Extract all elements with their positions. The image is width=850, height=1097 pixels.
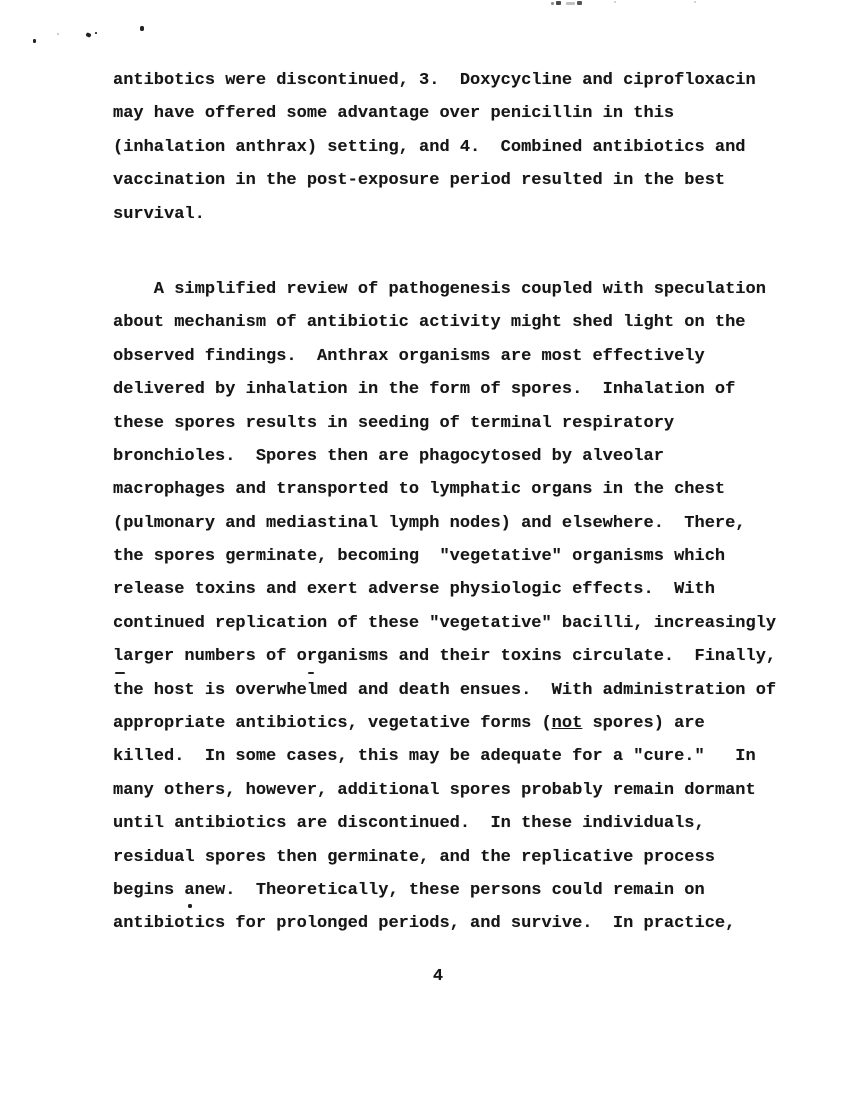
- page-number: 4: [432, 966, 444, 986]
- text-line: the host is overwhelmed and death ensues. With administration of: [113, 680, 777, 700]
- scan-speckle: [95, 32, 97, 34]
- text-line: release toxins and exert adverse physiologic effects. With: [113, 580, 715, 600]
- text-line: observed findings. Anthrax organisms are most effectively: [113, 346, 705, 366]
- text-line: delivered by inhalation in the form of spores. Inhalation of: [113, 380, 736, 400]
- document-body: [113, 64, 793, 941]
- text-line: survival.: [113, 204, 205, 224]
- scan-speckle: [577, 1, 582, 5]
- scan-speckle: [33, 39, 36, 43]
- scan-speckle: [614, 1, 616, 3]
- text-line: larger numbers of organisms and their toxins circulate. Finally,: [113, 647, 777, 667]
- text-line: killed. In some cases, this may be adequate for a "cure." In: [113, 747, 756, 767]
- text-line: A simplified review of pathogenesis coupled with speculation: [113, 279, 766, 299]
- document-text-block: [113, 64, 793, 993]
- scan-speckle: [566, 2, 575, 5]
- text-line: begins anew. Theoretically, these persons could remain on: [113, 880, 705, 900]
- text-line: (inhalation anthrax) setting, and 4. Combined antibiotics and: [113, 137, 746, 157]
- scan-speckle: [551, 2, 554, 5]
- scan-speckle: [85, 32, 91, 38]
- text-line: the spores germinate, becoming "vegetative" organisms which: [113, 547, 726, 567]
- text-line: continued replication of these "vegetative" bacilli, increasingly: [113, 613, 777, 633]
- text-line: about mechanism of antibiotic activity might shed light on the: [113, 313, 746, 333]
- scan-speckle: [140, 26, 144, 31]
- text-line: until antibiotics are discontinued. In these individuals,: [113, 814, 705, 834]
- paragraph: [113, 273, 793, 941]
- text-line: many others, however, additional spores probably remain dormant: [113, 780, 756, 800]
- text-line: vaccination in the post-exposure period resulted in the best: [113, 171, 726, 191]
- text-line: appropriate antibiotics, vegetative forms (not spores) are: [113, 714, 705, 734]
- text-line: macrophages and transported to lymphatic organs in the chest: [113, 480, 726, 500]
- text-line: bronchioles. Spores then are phagocytosed by alveolar: [113, 446, 664, 466]
- scan-speckle: [556, 1, 561, 5]
- text-line: antibiotics for prolonged periods, and survive. In practice,: [113, 914, 736, 934]
- scan-speckle: [694, 1, 696, 3]
- text-line: (pulmonary and mediastinal lymph nodes) and elsewhere. There,: [113, 513, 746, 533]
- paragraph: [113, 64, 793, 231]
- scan-speckle: [57, 33, 59, 35]
- text-line: may have offered some advantage over penicillin in this: [113, 104, 675, 124]
- text-line: these spores results in seeding of terminal respiratory: [113, 413, 675, 433]
- underlined-word: not: [551, 714, 583, 734]
- text-line: antibotics were discontinued, 3. Doxycycline and ciprofloxacin: [113, 71, 756, 90]
- text-line: residual spores then germinate, and the replicative process: [113, 847, 715, 867]
